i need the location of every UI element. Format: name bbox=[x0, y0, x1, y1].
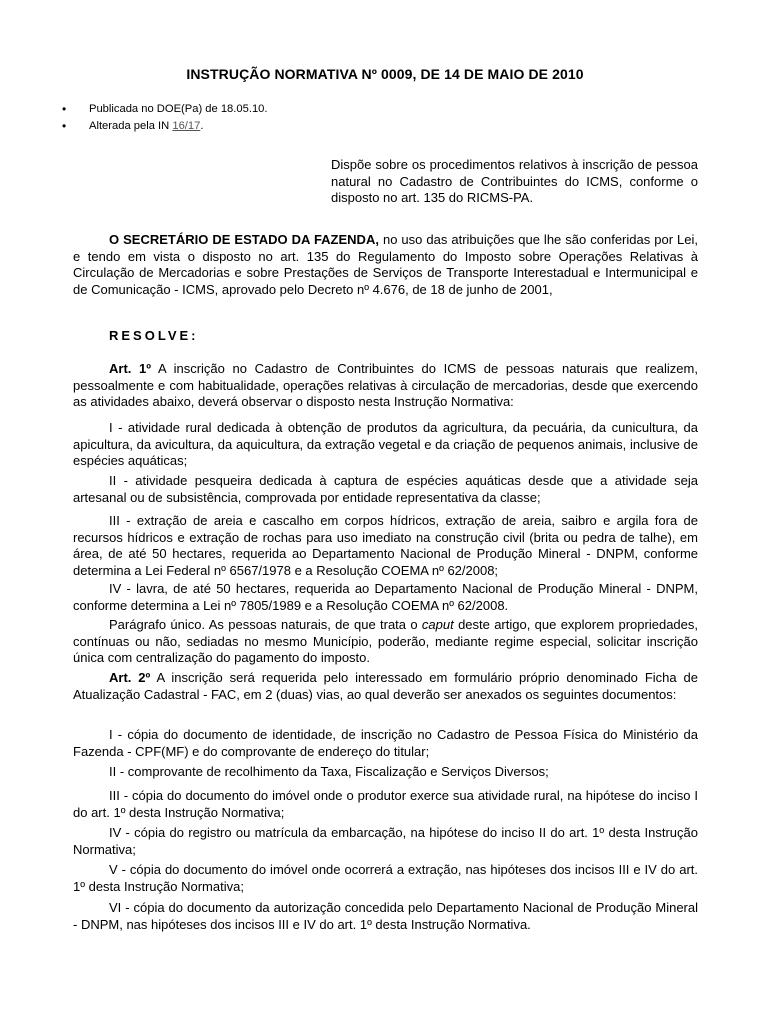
art2-inciso-iv bbox=[73, 825, 698, 858]
art1-label: Art. 1º bbox=[109, 361, 152, 376]
preamble-authority: O SECRETÁRIO DE ESTADO DA FAZENDA, bbox=[109, 232, 379, 247]
article-1 bbox=[73, 361, 698, 411]
art2-inciso-ii bbox=[73, 764, 698, 781]
art2-label: Art. 2º bbox=[109, 670, 151, 685]
publication-notes bbox=[62, 101, 268, 135]
art2-inciso-i-text: I - cópia do documento de identidade, de inscrição no Cadastro de Pessoa Física do Ministério da Fazenda - CPF(MF) e do comprovante de endereço do titular; bbox=[73, 727, 698, 759]
par-unico-caput: caput bbox=[421, 617, 454, 632]
art1-inciso-i-text: I - atividade rural dedicada à obtenção de produtos da agricultura, da pecuária, da cunicultura, da apicultura, da avicultura, da aquicultura, da extração vegetal e da criação de pequenos animais, inclusive de espécies aquáticas; bbox=[73, 420, 698, 468]
art2-text: A inscrição será requerida pelo interessado em formulário próprio denominado Ficha de Atualização Cadastral - FAC, em 2 (duas) vias, ao qual deverão ser anexados os seguintes documentos: bbox=[73, 670, 698, 702]
published-text: Publicada no DOE(Pa) de 18.05.10. bbox=[89, 103, 268, 115]
art1-inciso-iv bbox=[73, 581, 698, 614]
published-note bbox=[62, 101, 268, 118]
art2-inciso-iii-text: III - cópia do documento do imóvel onde o produtor exerce sua atividade rural, na hipótese do inciso I do art. 1º desta Instrução Normativa; bbox=[73, 788, 698, 820]
par-unico-start: Parágrafo único. As pessoas naturais, de que trata o bbox=[109, 617, 422, 632]
altered-note bbox=[62, 118, 268, 135]
altered-suffix: . bbox=[200, 120, 204, 132]
altered-prefix: Alterada pela IN bbox=[89, 120, 173, 132]
art2-inciso-i bbox=[73, 727, 698, 760]
art2-inciso-iii bbox=[73, 788, 698, 821]
art2-inciso-ii-text: II - comprovante de recolhimento da Taxa, Fiscalização e Serviços Diversos; bbox=[109, 764, 549, 779]
preamble bbox=[73, 232, 698, 298]
art1-inciso-iv-text: IV - lavra, de até 50 hectares, requerida ao Departamento Nacional de Produção Mineral - DNPM, conforme determina a Lei nº 7805/1989 e a Resolução COEMA nº 62/2008. bbox=[73, 581, 698, 613]
document-title: INSTRUÇÃO NORMATIVA Nº 0009, DE 14 DE MAIO DE 2010 bbox=[186, 66, 584, 82]
altered-link[interactable]: 16/17 bbox=[172, 120, 201, 132]
par-unico-end: deste artigo, que explorem propriedades, contínuas ou não, sediadas no mesmo Município, poderão, mediante regime especial, solicitar inscrição única com centralização do pagamento do imposto. bbox=[73, 617, 698, 665]
art1-inciso-iii-text: III - extração de areia e cascalho em corpos hídricos, extração de areia, saibro e argila fora de recursos hídricos e extração de rochas para uso imediato na construção civil (brita ou pedra de talhe), em área, de até 50 hectares, requerida ao Departamento Nacional de Produção Mineral - DNPM, conforme determina a Lei Federal nº 6567/1978 e a Resolução COEMA nº 62/2008; bbox=[73, 513, 698, 578]
art2-inciso-vi-text: VI - cópia do documento da autorização concedida pelo Departamento Nacional de Produção Mineral - DNPM, nas hipóteses dos incisos III e IV do art. 1º desta Instrução Normativa. bbox=[73, 900, 698, 932]
art1-inciso-iii bbox=[73, 513, 698, 579]
art2-inciso-iv-text: IV - cópia do registro ou matrícula da embarcação, na hipótese do inciso II do art. 1º desta Instrução Normativa; bbox=[73, 825, 698, 857]
art2-inciso-v bbox=[73, 862, 698, 895]
resolve-heading: RESOLVE: bbox=[109, 328, 199, 343]
art1-text: A inscrição no Cadastro de Contribuintes do ICMS de pessoas naturais que realizem, pessoalmente e com habitualidade, operações relativas à circulação de mercadorias, desde que exercendo as atividades abaixo, deverá observar o disposto nesta Instrução Normativa: bbox=[73, 361, 698, 409]
art1-inciso-ii bbox=[73, 473, 698, 506]
art1-inciso-ii-text: II - atividade pesqueira dedicada à captura de espécies aquáticas desde que a atividade seja artesanal ou de subsistência, comprovada por entidade representativa da classe; bbox=[73, 473, 698, 505]
art1-inciso-i bbox=[73, 420, 698, 470]
preamble-text: no uso das atribuições que lhe são conferidas por Lei, e tendo em vista o disposto no art. 135 do Regulamento do Imposto sobre Operações Relativas à Circulação de Mercadorias e sobre Prestações de Serviços de Transporte Interestadual e Intermunicipal e de Comunicação - ICMS, aprovado pelo Decreto nº 4.676, de 18 de junho de 2001, bbox=[73, 232, 699, 297]
art2-inciso-vi bbox=[73, 900, 698, 933]
document-summary: Dispõe sobre os procedimentos relativos à inscrição de pessoa natural no Cadastro de Contribuintes do ICMS, conforme o disposto no art. 135 do RICMS-PA. bbox=[331, 157, 698, 205]
art2-inciso-v-text: V - cópia do documento do imóvel onde ocorrerá a extração, nas hipóteses dos incisos III e IV do art. 1º desta Instrução Normativa; bbox=[73, 862, 698, 894]
article-2 bbox=[73, 670, 698, 703]
art1-paragrafo-unico bbox=[73, 617, 698, 667]
